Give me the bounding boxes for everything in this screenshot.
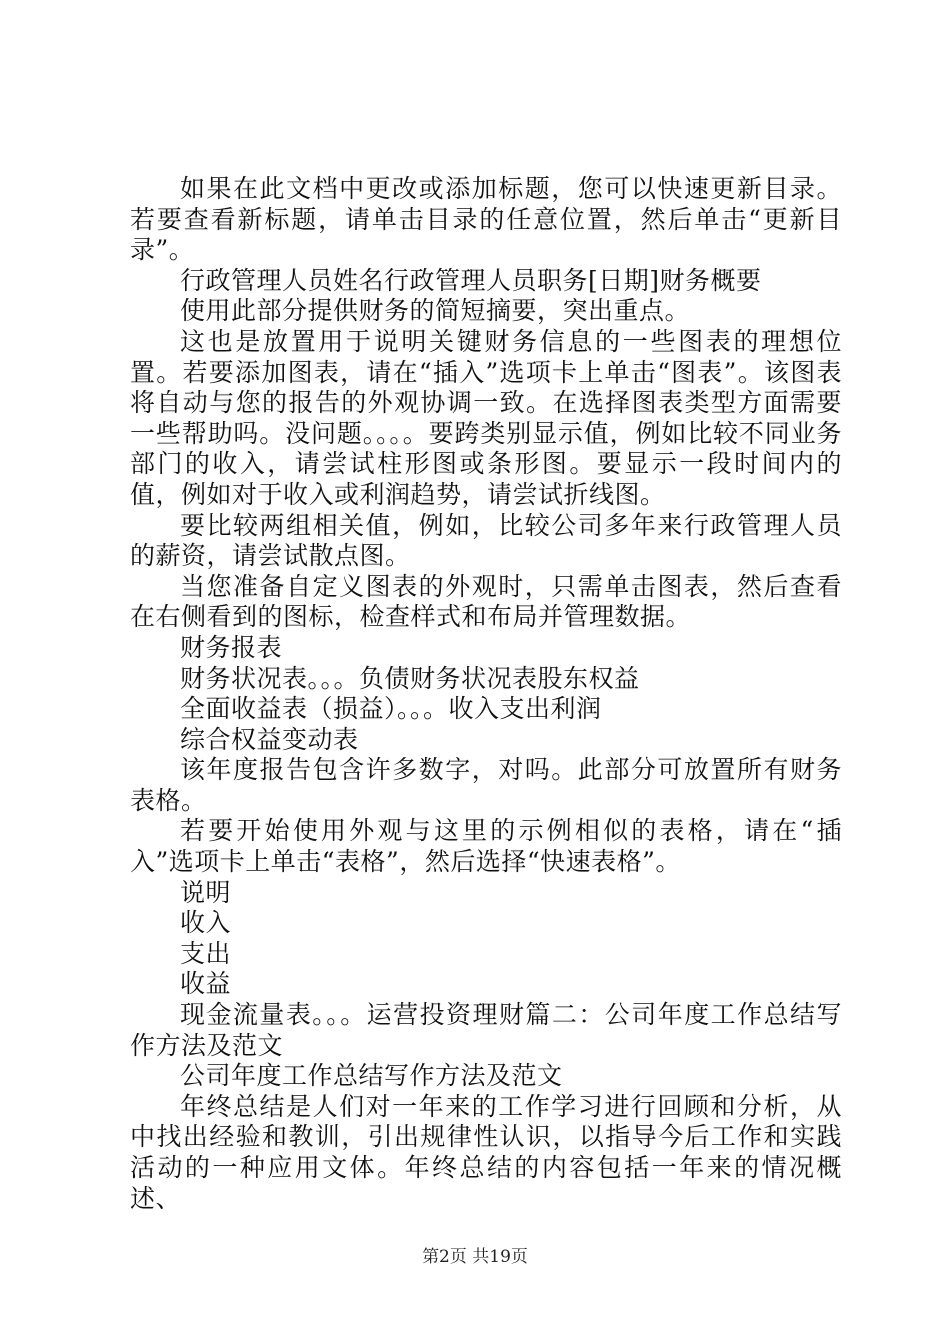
list-item-profit: 收益 (180, 969, 232, 999)
paragraph-chart-guidance: 这也是放置用于说明关键财务信息的一些图表的理想位置。若要添加图表，请在“插入”选项卡上单击“图表”。该图表将自动与您的报告的外观协调一致。在选择图表类型方面需要一些帮助吗。没问题。。。。要跨类别显示值，例如比较不同业务部门的收入，请尝试柱形图或条形图。要显示一段时间内的值，例如对于收入或利润趋势，请尝试折线图。 (130, 326, 842, 509)
paragraph-balance-sheet: 财务状况表。。。负债财务状况表股东权益 (180, 663, 640, 693)
list-item-description: 说明 (180, 877, 232, 907)
paragraph-table-guidance: 若要开始使用外观与这里的示例相似的表格，请在“插入”选项卡上单击“表格”，然后选择“快速表格”。 (130, 816, 842, 877)
paragraph-annual-report-numbers: 该年度报告包含许多数字，对吗。此部分可放置所有财务表格。 (130, 755, 842, 815)
paragraph-equity-changes: 综合权益变动表 (180, 724, 359, 754)
list-item-expense: 支出 (180, 938, 232, 968)
paragraph-annual-summary-body: 年终总结是人们对一年来的工作学习进行回顾和分析，从中找出经验和教训，引出规律性认识，以指导今后工作和实践活动的一种应用文体。年终总结的内容包括一年来的情况概述、 (130, 1091, 842, 1213)
paragraph-income-statement: 全面收益表（损益）。。。收入支出利润 (180, 694, 602, 724)
paragraph-toc-update: 如果在此文档中更改或添加标题，您可以快速更新目录。若要查看新标题，请单击目录的任意位置，然后单击“更新目录”。 (130, 174, 842, 265)
paragraph-scatter-guidance: 要比较两组相关值，例如，比较公司多年来行政管理人员的薪资，请尝试散点图。 (130, 510, 842, 571)
paragraph-summary-intro: 使用此部分提供财务的简短摘要，突出重点。 (180, 296, 691, 326)
paragraph-cash-flow: 现金流量表。。。运营投资理财篇二：公司年度工作总结写作方法及范文 (130, 1000, 842, 1060)
heading-annual-summary: 公司年度工作总结写作方法及范文 (180, 1061, 563, 1091)
paragraph-executive-info: 行政管理人员姓名行政管理人员职务[日期]财务概要 (180, 265, 762, 295)
heading-financial-statements: 财务报表 (180, 632, 283, 662)
document-body (130, 174, 842, 1214)
paragraph-customize-chart: 当您准备自定义图表的外观时，只需单击图表，然后查看在右侧看到的图标，检查样式和布局并管理数据。 (130, 571, 842, 632)
page-footer: 第2页 共19页 (422, 1247, 528, 1267)
list-item-revenue: 收入 (180, 908, 232, 938)
